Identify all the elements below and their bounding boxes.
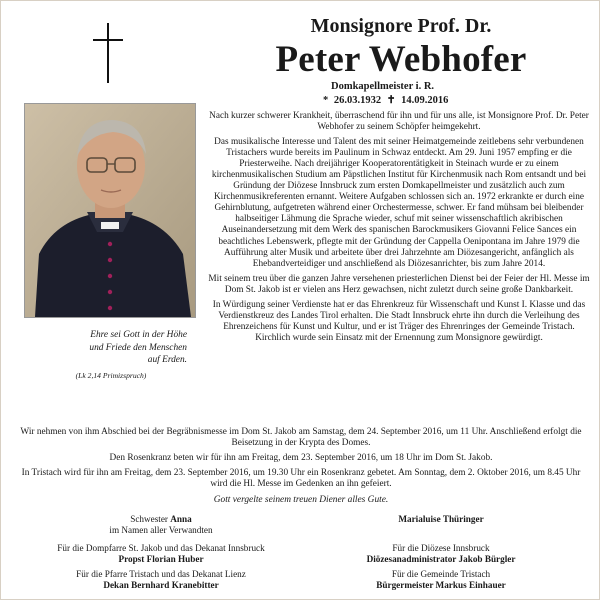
body-paragraph: In Würdigung seiner Verdienste hat er das Ehrenkreuz für Wissenschaft und Kunst I. Klasse und das Verdienstkreuz des Landes Tirol erhalten. Die Stadt Innsbruck ehrte ihn durch die Verleihung des Ehrenzeichens für Kunst und Kultur, und er ist Träger des Ehrenringes der Gemeinde Tristach. xyxy=(212,299,586,332)
signature-dompfarre: Für die Dompfarre St. Jakob und das Dekanat Innsbruck Propst Florian Huber xyxy=(57,543,265,565)
funeral-details xyxy=(13,427,589,494)
death-date: ✝ 14.09.2016 xyxy=(386,95,449,106)
signature-gemeinde-tristach: Für die Gemeinde Tristach Bürgermeister Markus Einhauer xyxy=(376,569,506,591)
cross-icon xyxy=(93,23,123,83)
signature-pfarre-tristach: Für die Pfarre Tristach und das Dekanat Lienz Dekan Bernhard Kranebitter xyxy=(76,569,246,591)
deceased-name: Peter Webhofer xyxy=(275,39,527,80)
body-paragraph: Nach kurzer schwerer Krankheit, überraschend für ihn und für uns alle, ist Monsignore Prof. Dr. Peter Webhofer zu seinem Schöpfer heimgekehrt. xyxy=(209,111,589,133)
funeral-paragraph: In Tristach wird für ihn am Freitag, dem 23. September 2016, um 19.30 Uhr ein Rosenkranz gebetet. Am Sonntag, dem 2. Oktober 2016, um 8.45 Uhr wird die Hl. Messe im Gedenken an ihn gefeiert. xyxy=(21,468,581,490)
signature-family: Schwester Anna im Namen aller Verwandten xyxy=(109,514,213,536)
quote-reference: (Lk 2,14 Primizspruch) xyxy=(75,371,147,380)
portrait-photo xyxy=(24,103,196,318)
closing-line: Gott vergelte seinem treuen Diener alles Gute. xyxy=(213,495,389,505)
body-paragraph: Das musikalische Interesse und Talent des mit seiner Heimatgemeinde zeitlebens sehr verbundenen Tristachers wurde bereits im Paulinum in Schwaz entdeckt. Am 29. Juni 1957 empfing er die Priesterweihe. Nach dreijähriger Kooperatorentätigkeit in Steinach wurde er zu einem kirchenmusikalischen Studium am Päpstlichen Institut für Kirchenmusik nach Rom entsandt und bei Gründung der Diözese Innsbruck zum ersten Domkapellmeister und zusätzlich auch zum Kirchenmusikreferenten ernannt. Weitere Aufgaben schlossen sich an. 1972 erkrankte er durch eine Gehirnblutung, aufgetreten während einer Orchestermesse, schwer. Er fand mühsam bei bleibender halbseitiger Lähmung die Sprache wieder, schuf mit seiner wissenschaftlich akribischen Auseinandersetzung mit dem Werk des spanischen Barockmusikers Giovanni Felice Sances ein beachtliches Lebenswerk, pflegte mit der Gründung der Cappella Oenipontana im Jahre 1979 die Aufführung alter Musik und arbeitete über drei Jahrzehnte am Diözesangericht, anfänglich als Ehebandverteidiger und anschließend als Diözesanrichter, bis zum Jahre 2014. xyxy=(211,137,587,269)
funeral-paragraph: Den Rosenkranz beten wir für ihn am Freitag, dem 23. September 2016, um 18 Uhr im Dom St. Jakob. xyxy=(109,453,493,464)
priest-portrait-icon xyxy=(25,104,195,317)
title-line: Monsignore Prof. Dr. xyxy=(310,15,492,37)
quote-caption: Ehre sei Gott in der Höhe und Friede den Menschen auf Erden. xyxy=(89,330,187,365)
subtitle: Domkapellmeister i. R. xyxy=(331,81,435,92)
signature-marialuise: Marialuise Thüringer xyxy=(398,514,484,524)
body-paragraph: Kirchlich wurde sein Einsatz mit der Ernennung zum Monsignore gewürdigt. xyxy=(255,332,543,343)
body-paragraph: Mit seinem treu über die ganzen Jahre versehenen priesterlichen Dienst bei der Feier der Hl. Messe im Dom St. Jakob ist er vielen ans Herz gewachsen, nicht zuletzt durch seine große Dankbarkeit. xyxy=(208,273,590,295)
obituary-body xyxy=(207,111,591,348)
funeral-paragraph: Wir nehmen von ihm Abschied bei der Begräbnismesse im Dom St. Jakob am Samstag, dem 24. September 2016, um 11 Uhr. Anschließend erfolgt die Beisetzung in der Krypta des Domes. xyxy=(20,427,582,449)
birth-date: * 26.03.1932 xyxy=(323,95,382,106)
life-dates xyxy=(323,94,448,106)
signature-dioezese: Für die Diözese Innsbruck Diözesanadministrator Jakob Bürgler xyxy=(366,543,516,565)
